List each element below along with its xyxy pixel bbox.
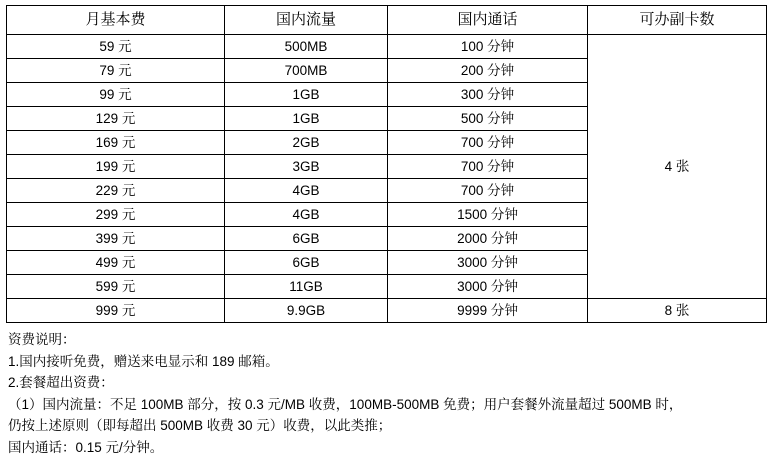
tariff-table xyxy=(6,5,767,323)
cell-monthly-fee: 999 元 xyxy=(7,299,225,323)
column-header-domestic-data: 国内流量 xyxy=(225,6,388,35)
cell-domestic-voice: 1500 分钟 xyxy=(388,203,588,227)
cell-monthly-fee: 169 元 xyxy=(7,131,225,155)
cell-domestic-data: 3GB xyxy=(225,155,388,179)
cell-domestic-voice: 200 分钟 xyxy=(388,59,588,83)
cell-domestic-voice: 700 分钟 xyxy=(388,155,588,179)
cell-sub-cards-last: 8 张 xyxy=(588,299,767,323)
tariff-notes xyxy=(6,329,766,458)
cell-monthly-fee: 79 元 xyxy=(7,59,225,83)
notes-title: 资费说明： xyxy=(8,332,76,347)
cell-domestic-data: 500MB xyxy=(225,35,388,59)
cell-monthly-fee: 499 元 xyxy=(7,251,225,275)
notes-line-1: 1.国内接听免费，赠送来电显示和 189 邮箱。 xyxy=(8,353,279,369)
cell-monthly-fee: 129 元 xyxy=(7,107,225,131)
notes-line-5: 国内通话：0.15 元/分钟。 xyxy=(8,439,164,455)
notes-line-3: （1）国内流量：不足 100MB 部分，按 0.3 元/MB 收费，100MB-500MB 免费；用户套餐外流量超过 500MB 时， xyxy=(8,396,683,412)
cell-domestic-data: 2GB xyxy=(225,131,388,155)
cell-monthly-fee: 599 元 xyxy=(7,275,225,299)
cell-monthly-fee: 399 元 xyxy=(7,227,225,251)
cell-sub-cards-main: 4 张 xyxy=(588,35,767,299)
cell-domestic-data: 4GB xyxy=(225,179,388,203)
cell-monthly-fee: 59 元 xyxy=(7,35,225,59)
cell-domestic-data: 700MB xyxy=(225,59,388,83)
table-row xyxy=(7,299,767,323)
cell-domestic-voice: 700 分钟 xyxy=(388,131,588,155)
cell-monthly-fee: 229 元 xyxy=(7,179,225,203)
cell-domestic-data: 4GB xyxy=(225,203,388,227)
cell-domestic-data: 6GB xyxy=(225,251,388,275)
cell-domestic-voice: 9999 分钟 xyxy=(388,299,588,323)
cell-domestic-data: 9.9GB xyxy=(225,299,388,323)
cell-domestic-voice: 500 分钟 xyxy=(388,107,588,131)
table-row xyxy=(7,35,767,59)
cell-domestic-voice: 300 分钟 xyxy=(388,83,588,107)
table-header-row xyxy=(7,6,767,35)
cell-domestic-voice: 3000 分钟 xyxy=(388,275,588,299)
cell-domestic-data: 1GB xyxy=(225,107,388,131)
cell-domestic-voice: 2000 分钟 xyxy=(388,227,588,251)
column-header-sub-cards: 可办副卡数 xyxy=(588,6,767,35)
cell-domestic-data: 11GB xyxy=(225,275,388,299)
cell-domestic-voice: 100 分钟 xyxy=(388,35,588,59)
notes-line-4: 仍按上述原则（即每超出 500MB 收费 30 元）收费，以此类推； xyxy=(8,418,392,433)
column-header-domestic-voice: 国内通话 xyxy=(388,6,588,35)
cell-domestic-voice: 3000 分钟 xyxy=(388,251,588,275)
cell-monthly-fee: 99 元 xyxy=(7,83,225,107)
cell-domestic-data: 6GB xyxy=(225,227,388,251)
notes-line-2: 2.套餐超出资费： xyxy=(8,375,114,390)
column-header-monthly-fee: 月基本费 xyxy=(7,6,225,35)
cell-domestic-data: 1GB xyxy=(225,83,388,107)
cell-monthly-fee: 199 元 xyxy=(7,155,225,179)
cell-monthly-fee: 299 元 xyxy=(7,203,225,227)
cell-domestic-voice: 700 分钟 xyxy=(388,179,588,203)
